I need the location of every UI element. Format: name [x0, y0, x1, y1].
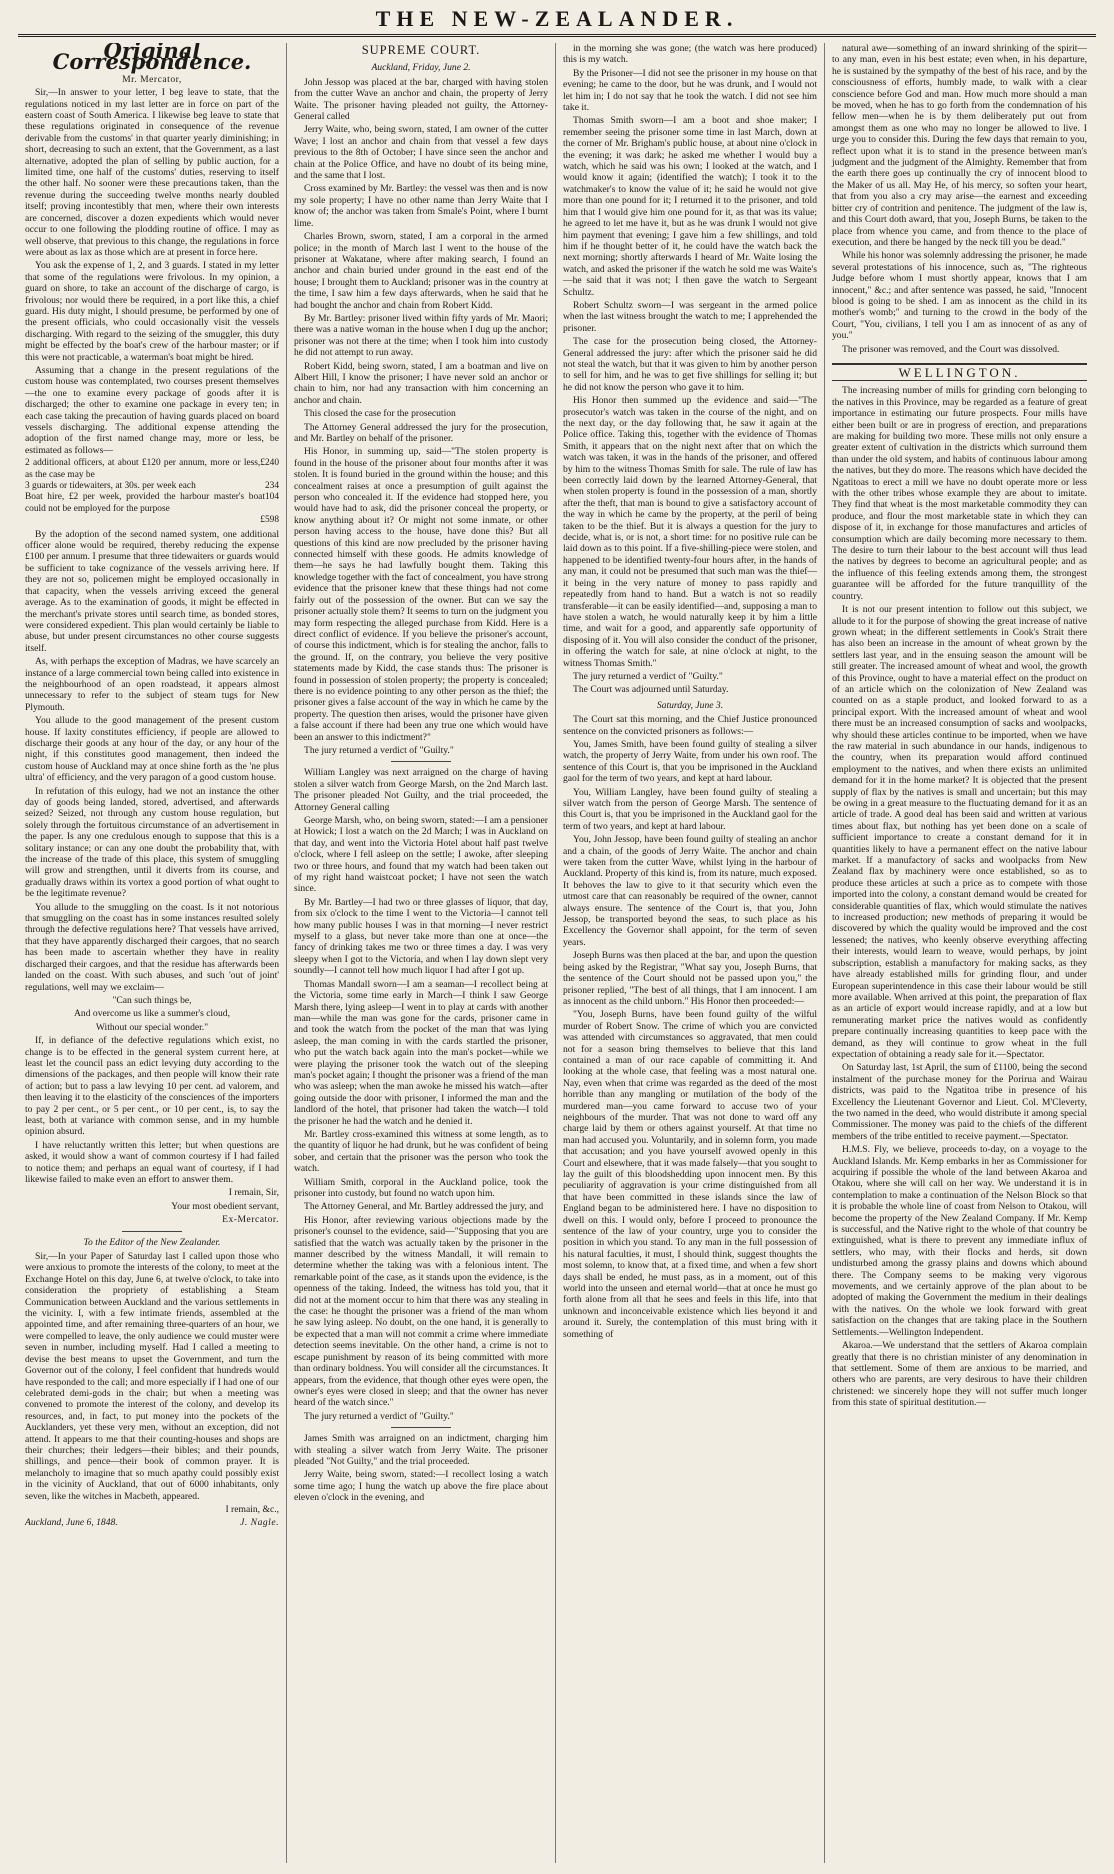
paragraph: Sir,—In answer to your letter, I beg leave to state, that the regulations noticed in my last letter are in force on part of the eastern coast of South America. I likewise beg leave to state that these regulations originated in consequence of the revenue derivable from the customs' in that quarter yearly diminishing; in short, decreasing to such an extent, that the Government, as a last alternative, adopted the plan of selling by public auction, for a limited time, one half of the customs' duties, reserving to itself the other half. No sooner were these precautions taken, than the revenue during the succeeding twelve months nearly doubled itself; proving incontestibly that men, where their own interests are concerned, discover a dozen expedients which would never occur to one following the plodding routine of office. I may as well observe, that previous to this change, the regulations in force were about as lax as those which are at present in force here. — [25, 87, 279, 258]
paragraph: By the Prisoner—I did not see the prisoner in my house on that evening; he came to the door, but he was drunk, and I would not let him in; I do not say that he took the watch. I did not see him take it. — [563, 67, 817, 114]
paragraph: His Honor, in summing up, said—"The stolen property is found in the house of the prisoner about four months after it was stolen. It is found buried in the ground within the house; and this concealment raises at once a presumption of guilt against the person who concealed it. If the evidence had stopped here, you would have had to ask, did the prisoner conceal the property, or know anything about it? Or might not some inmate, or other person having access to the house, have done this? But all questions of this kind are now precluded by the prisoner having connected himself with these goods. He admits knowledge of them—he says he had lawfully bought them. Taking this knowledge together with the fact of concealment, you have strong evidence that the prisoner knew that these things had not come fairly out of the possession of the owner. But can we say the prisoner actually stole them? It seems to turn on the judgment you may form respecting the alleged purchase from Kidd. Here is a direct conflict of evidence. If you believe the prisoner's account, of course this indictment, which is for stealing the anchor, falls to the ground. If, on the contrary, you believe the very positive statements made by Kidd, the case stands thus: The prisoner is found in possession of stolen property; the property is concealed; there is no evidence pointing to any other person as the thief; the prisoner gives a false account of the way in which he came by the property. The question then arises, would the prisoner have given a false account if there had been any true one which would have been an answer to this indictment?" — [294, 446, 548, 743]
divider — [122, 1231, 182, 1232]
paragraph: You ask the expense of 1, 2, and 3 guards. I stated in my letter that some of the regulations were frivolous. In my opinion, a guard on shore, to take an account of the discharge of cargo, is frivolous; nor would there be required, in a port like this, a chief guard. His duty might, I should presume, be performed by one of the present officials, who could occasionally visit the vessels discharging. With regard to the seizing of the smuggler, this duty might be effected by the boat's crew of the harbour master; or if this were not practicable, a waterman's boat might be hired. — [25, 260, 279, 363]
paragraph: You allude to the smuggling on the coast. Is it not notorious that smuggling on the coast has in some instances resulted solely through the defective regulations here? That vessels have arrived, that they have apparently discharged their cargoes, that no search has been made to ascertain whether they have in reality discharged their cargoes, and that the residue has afterwards been landed on the coast. With such abuses, and such 'out of joint' regulations, well may we exclaim— — [25, 901, 279, 993]
paragraph: The increasing number of mills for grinding corn belonging to the natives in this Province, may be regarded as a feature of great importance in estimating our future prospects. Four mills have either been built or are in progress of erection, and preparations are making for building two more. These mills not only ensure a greater extent of cultivation in the districts which surround them than under the old system, and habits of continuous labour among the natives, but they do more. The reasons which have decided the Ngatitoas to erect a mill we have no doubt operate more or less with the other tribes whose example they are about to imitate. They find that wheat is the most marketable commodity they can produce, and flour the most marketable state in which they can dispose of it, in exchange for those manufactures and articles of consumption which are daily becoming more necessary to them. The desire to turn their labour to the best account will thus lead the natives by degrees to become an agricultural people; and as the influence of this feeling extends among them, the strongest guarantee will be afforded for the future tranquillity of the country. — [832, 385, 1087, 602]
letter-signoff — [25, 1517, 279, 1528]
expense-row: 3 guards or tidewaiters, at 30s. per week each 234 — [25, 481, 279, 492]
paragraph: The jury returned a verdict of "Guilty." — [304, 1410, 454, 1422]
paragraph: By the adoption of the second named system, one additional officer alone would be required, thereby reducing the expense £100 per annum. I presume that three tidewaiters or guards would be sufficient to take cognizance of the vessels arriving here. If they are not so, policemen might be employed occasionally in that capacity, when the vessels arriving exceed the general average. As to the examination of goods, it might be effected in the merchant's private stores until search time, as bonded stores, were considered expedient. This plan would certainly be liable to abuse, but under present circumstances no other course suggests itself. — [25, 528, 279, 654]
paragraph: The Attorney General, and Mr. Bartley addressed the jury, and — [304, 1201, 544, 1213]
column-4 — [825, 43, 1094, 1863]
expense-row: 2 additional officers, at about £120 per annum, more or less, as the case may be £240 — [25, 458, 279, 480]
closing-line: I remain, &c., — [225, 1503, 279, 1515]
paragraph: By Mr. Bartley—I had two or three glasses of liquor, that day, from six o'clock to the time I went to the Victoria—I cannot tell how many public houses I was in that morning—I never restrict myself to a glass, but never take more than one at once—the fancy of drinking takes me two or three times a day. I was very sleepy when I got to the Victoria, and when I lay down slept very soundly—I cannot tell how much liquor I had after I got up. — [294, 896, 548, 977]
salutation: Mr. Mercator, — [122, 73, 182, 85]
paragraph: As, with perhaps the exception of Madras, we have scarcely an instance of a large commercial town being called into existence in the neighbourhood of an open roadstead, it appears almost unnecessary to refer to the subject of steam tugs for New Plymouth. — [25, 656, 279, 713]
paragraph: Jerry Waite, being sworn, stated:—I recollect losing a watch some time ago; I hung the watch up above the fire place about eleven o'clock in the evening, and — [294, 1469, 548, 1504]
paragraph: The jury returned a verdict of "Guilty." — [573, 670, 723, 682]
paragraph: Thomas Mandall sworn—I am a seaman—I recollect being at the Victoria, some time early in March—I think I saw George Marsh there, lying asleep—I went in to play at cards with another man—while the man was gone for the cards, prisoner came in and took the watch from the pocket of the man that was lying asleep, the man coming in with the cards startled the prisoner, who put the watch back again into the man's pocket—while we were playing the prisoner took the watch out of the sleeping man's pocket again; I thought the prisoner was a friend of the man who was asleep; when the man awoke he missed his watch—after going outside the door with prisoner, I informed the man and the landlord of the hotel, that prisoner had taken the watch—I told the prisoner he had the watch and he denied it. — [294, 978, 548, 1127]
masthead: THE NEW-ZEALANDER. — [375, 6, 739, 31]
expense-row: Boat hire, £2 per week, provided the harbour master's boat could not be employed for the purpose 104 — [25, 492, 279, 514]
paragraph: I have reluctantly written this letter; but when questions are asked, it would show a want of common courtesy if I had failed to notice them; and perhaps an equal want of courtesy, if I had likewise failed to make even an effort to answer them. — [25, 1139, 279, 1185]
paragraph: The Attorney General addressed the jury for the prosecution, and Mr. Bartley on behalf of the prisoner. — [294, 421, 548, 444]
section-heading-supreme-court: SUPREME COURT. — [361, 43, 481, 57]
expense-table — [25, 458, 279, 526]
closing-line: Your most obedient servant, — [171, 1200, 279, 1212]
column-2 — [287, 43, 556, 1863]
paragraph: "You, Joseph Burns, have been found guilty of the wilful murder of Robert Snow. The crime of which you are convicted was attended with circumstances so aggravated, that men could not for a season bring themselves to believe that this land contained a man of our race capable of committing it. And looking at the whole case, that feeling was a most natural one. Nay, even when that crime was regarded as the deed of the most horrible than any mangling or mutilation of the body of the murdered man—you came forward to accuse two of your neighbours of the murder. That was not done to ward off any charge laid by them or others against yourself. At that time no man had accused you. Voluntarily, and in solemn form, you made that accusation; and you have yourself avowed openly in this Court and elsewhere, that it was made falsely—that you sought to lay the guilt of this bloodshedding upon innocent men. By this peculiarity of aggravation is your crime distinguished from all that have been committed in these islands since the law of England began to be administered here. I have no disposition to dwell on this. I would only, before I proceed to pronounce the sentence of the law of your country, urge you to consider the position in which you stand. To any man in the full possession of his natural faculties, it must, I should think, suggest thoughts the most solemn, to know that, at a fixed time, and when a few short days shall be ended, he must pass, as in a moment, out of this world into the unseen and eternal world—that at once he must go forth alone from all that he sees and feels in this life, into that unknown and inconceivable existence which lies beyond it and around it. Surely, the contemplation of this must bring with it something of — [563, 1009, 817, 1340]
closing-line: I remain, Sir, — [228, 1187, 279, 1199]
paragraph: You allude to the good management of the present custom house. If laxity constitutes efficiency, if people are allowed to discharge their goods at any hour of the day, or any hour of the night, if this constitutes good management, then indeed the custom house of Auckland may at once shine forth as the 'ne plus ultra' of efficiency, and the very paragon of a good custom house. — [25, 715, 279, 784]
paragraph: William Langley was next arraigned on the charge of having stolen a silver watch from George Marsh, on the 2nd March last. The prisoner pleaded Not Guilty, and the trial proceeded, the Attorney General calling — [294, 767, 548, 813]
paragraph: The case for the prosecution being closed, the Attorney-General addressed the jury: after which the prisoner said he did not steal the watch, but that it was given to him by another person to sell for him, and he was to get five shillings for selling it; but he did not know the person who gave it to him. — [563, 336, 817, 393]
signature: Ex-Mercator. — [222, 1214, 279, 1226]
place-date: Auckland, June 6, 1848. — [25, 1517, 118, 1529]
paragraph: You, John Jessop, have been found guilty of stealing an anchor and a chain, of the goods of Jerry Waite. The anchor and chain were taken from the cutter Wave, whilst lying in the harbour of Auckland. Property of this kind is, from its nature, much exposed. It behoves the law to give to it that security which even the utmost care that can reasonably be required of the owner, cannot always ensure. The sentence of the Court is, that you, John Jessop, be transported beyond the seas, to such place as his Excellency the Governor shall appoint, for the term of seven years. — [563, 834, 817, 948]
paragraph: natural awe—something of an inward shrinking of the spirit—to any man, even in his best estate; even when, in his departure, he is sustained by the sympathy of the best of his race, and by the consciousness of efforts, humbly made, to walk with a clear conscience before God and man. How much more should a man be moved, when he has to go forth from the condemnation of his fellow men—when he is by them deliberately put out from amongst them as one who may no longer be allowed to live. I urge you to consider this. During the few days that remain to you, reflect upon what it is to stand in the presence between man's judgment and the judgment of the Almighty. Remember that from the earth there goes up continually the cry of innocent blood to the Maker of us all. May He, of his mercy, so soften your heart, that from you also a cry may arise—the earnest and exceeding bitter cry of contrition and penitence. The judgment of the law is, and this Court doth award, that you, Joseph Burns, be taken to the place from whence you came, and from thence to the place of execution, and there be hanged by the neck till you be dead." — [832, 43, 1087, 248]
paragraph: Sir,—In your Paper of Saturday last I called upon those who were anxious to promote the interests of the colony, to meet at the Exchange Hotel on this day, June 6, at twelve o'clock, to take into consideration the propriety of establishing a Steam Communication between Auckland and the various settlements in the vicinity. I, with a few intimate friends, assembled at the appointed time, and after remaining three-quarters of an hour, we were compelled to leave, the only audience we could muster were seven in number, including myself. Had I called a meeting to devise the best means to upset the Government, and turn the Governor out of the colony, I feel confident that hundreds would have responded to the call; and more especially if I had one of our celebrated demi-gods in the chair; but when a meeting was convened to promote the interest of the colony, and develop its resources, and, in fact, to put money into the pockets of the Aucklanders, yet these very men, without an exception, did not attend. It appears to me that their counting-houses and shops are their churches; their ledgers—their bibles; and their pounds, shillings, and pence—their book of common prayer. It is melancholy to imagine that so much apathy could possibly exist in the vicinity of Auckland, that out of 6000 inhabitants, only seven, like the witches in Macbeth, appeared. — [25, 1251, 279, 1502]
paragraph: John Jessop was placed at the bar, charged with having stolen from the cutter Wave an anchor and chain, the property of Jerry Waite. The prisoner having pleaded not guilty, the Attorney-General called — [294, 76, 548, 123]
paragraph: This closed the case for the prosecution — [304, 408, 456, 420]
paragraph: Assuming that a change in the present regulations of the custom house was contemplated, two courses present themselves—the one to examine every package of goods after it is discharged; the other to examine one package in every ten; in each case taking the precaution of having guards placed on board vessels discharging. The additional expense attending the adoption of the first named change may, more or less, be estimated as follows— — [25, 364, 279, 456]
paragraph: Mr. Bartley cross-examined this witness at some length, as to the quantity of liquor he had drunk, but he was confident of being sober, and certain that the prisoner was the person who took the watch. — [294, 1128, 548, 1175]
paragraph: Robert Kidd, being sworn, stated, I am a boatman and live on Albert Hill, I know the prisoner; I have never sold an anchor or chain to him, nor had any transaction with him concerning an anchor and chain. — [294, 360, 548, 406]
column-1 — [18, 43, 287, 1863]
paragraph: His Honor, after reviewing various objections made by the prisoner's counsel to the evidence, said—"Supposing that you are satisfied that the watch was actually taken by the prisoner in the manner described by the witness Mandall, it will remain to determine whether the taking was with a felonious intent. The remarkable point of the case, as it stands upon the evidence, is the openness of the taking. Indeed, the witness has told you, that it did not at the moment occur to him that there was any stealing in the case: he thought the prisoner was a friend of the man whom he saw lying asleep. No doubt, on the one hand, it is generally to be expected that a man will not commit a crime where immediate detection seems inevitable. On the other hand, a crime is not to escape punishment by reason of its being committed with more than ordinary boldness. You will consider all the circumstances. It appears, from the evidence, that though other eyes were open, the owner's eyes were closed in sleep; and that the owner has never heard of the watch since." — [294, 1214, 548, 1409]
dateline: Saturday, June 3. — [656, 699, 724, 711]
masthead-rule — [18, 34, 1096, 37]
paragraph: You, William Langley, have been found guilty of stealing a silver watch from the person of George Marsh. The sentence of this Court is, that you be imprisoned in the Auckland gaol for the term of two years, and kept at hard labour. — [563, 786, 817, 832]
paragraph: You, James Smith, have been found guilty of stealing a silver watch, the property of Jerry Waite, from under his own roof. The sentence of this Court is, that you be imprisoned in the Auckland gaol for the term of two years, and kept at hard labour. — [563, 738, 817, 785]
section-heading-correspondence: Original Correspondence. — [52, 43, 252, 75]
paragraph: Jerry Waite, who, being sworn, stated, I am owner of the cutter Wave; I lost an anchor and chain from that vessel a few days previous to the 8th of October; I have since seen the anchor and chain at the Police Office, and have no doubt of its being mine, and the same that I lost. — [294, 124, 548, 182]
letter-heading: To the Editor of the New Zealander. — [83, 1236, 221, 1248]
verse-line: "Can such things be, — [112, 994, 192, 1006]
paragraph: The Court was adjourned until Saturday. — [573, 684, 729, 696]
paragraph: His Honor then summed up the evidence and said—"The prosecutor's watch was taken in the course of the night, and on the next day, or the day following that, he saw it again at the Police office. Taking this, together with the evidence of Thomas Smith, it appears that on the night next after that on which the watch was taken, it was in the hands of the prisoner, and offered by him to the witness Thomas Smith for sale. The rule of law has been correctly laid down by the learned Attorney-General, that when stolen property is found in the possession of a man, shortly after the theft, that man is bound to give a satisfactory account of the way in which he came by the property, at the peril of being taken to be the thief. But it is always a question for the jury to decide, what is, or is not, a short time: for no positive rule can be laid down as to this point. If a five-shilling-piece were stolen, and happened to be identified twenty-four hours after, in the hands of any man, it could not be presumed that such man was the thief—it being in the very nature of money to pass rapidly and repeatedly from hand to hand. But a watch is not so readily transferable—it can be easily identified—and, supposing a man to have stolen a watch, he would naturally keep it by him a little time, and wait for a good, and apparently safe opportunity of disposing of it. You will also consider the conduct of the prisoner, in offering the watch for sale, at nine o'clock at night, to the witness Thomas Smith." — [563, 395, 817, 669]
paragraph: James Smith was arraigned on an indictment, charging him with stealing a silver watch from Jerry Waite. The prisoner pleaded "Not Guilty," and the trial proceeded. — [294, 1433, 548, 1467]
paragraph: George Marsh, who, on being sworn, stated:—I am a pensioner at Howick; I lost a watch on the 2d March; I was in Auckland on that day, and went into the Victoria Hotel about half past twelve o'clock, where I fell asleep on the settle; I awoke, after sleeping two or three hours, and found that my watch had been taken out of my right hand waistcoat pocket; I have not seen the watch since. — [294, 815, 548, 895]
paragraph: Joseph Burns was then placed at the bar, and upon the question being asked by the Registrar, "What say you, Joseph Burns, that the sentence of the Court should not be passed upon you," the prisoner replied, "The best of all things, that I am innocent. I am as innocent as the child unborn." His Honor then proceeded:— — [563, 950, 817, 1007]
paragraph: William Smith, corporal in the Auckland police, took the prisoner into custody, but found no watch upon him. — [294, 1176, 548, 1199]
paragraph: The jury returned a verdict of "Guilty." — [304, 744, 454, 756]
paragraph: Cross examined by Mr. Bartley: the vessel was then and is now my sole property; I have no other name than Jerry Waite that I know of; the anchor was taken from Smale's Point, where I burnt lime. — [294, 183, 548, 229]
paragraph: Robert Schultz sworn—I was sergeant in the armed police when the last witness brought the watch to me; I apprehended the prisoner. — [563, 299, 817, 334]
dateline: Auckland, Friday, June 2. — [371, 62, 471, 74]
paragraph: Akaroa.—We understand that the settlers of Akaroa complain greatly that there is no christian minister of any denomination in that settlement. Some of them are anxious to be married, and others who are parents, are very desirous to have their children christened: we sincerely hope they will not suffer much longer from this state of spiritual destitution.— — [832, 1340, 1087, 1409]
paragraph: By Mr. Bartley: prisoner lived within fifty yards of Mr. Maori; there was a native woman in the house when I dug up the anchor; prisoner was not there at the time; when I took him into custody he did not attempt to run away. — [294, 312, 548, 359]
paragraph: H.M.S. Fly, we believe, proceeds to-day, on a voyage to the Auckland Islands. Mr. Kemp embarks in her as Commissioner for acquiring if possible the whole of the land between Akaroa and Otakou, where she will call on her way. We understand it is in contemplation to make a continuation of the Nelson Block so that it is probable the whole line of coast from Nelson to Otakou, will become the property of the New Zealand Company. If Mr. Kemp is successful, and the Native right to the whole of that country be extinguished, what is there to prevent any immediate influx of settlers, who may, with their flocks and herds, sit down undisturbed among the grassy plains and downs which abound there. The Company seems to be making very vigorous movements, and we certainly approve of the plan about to be adopted of making the Government the medium in their dealings with the natives. On the whole we look forward with great satisfaction on the changes that are taking place in the Southern Settlements.—Wellington Independent. — [832, 1144, 1087, 1338]
column-3 — [556, 43, 825, 1863]
verse-line: And overcome us like a summer's cloud, — [74, 1008, 230, 1020]
section-heading-wellington: WELLINGTON. — [832, 363, 1087, 381]
paragraph: On Saturday last, 1st April, the sum of £1100, being the second instalment of the purchase money for the Porirua and Wairau districts, was paid to the Ngatitoa tribe in presence of his Excellency the Lieutenant Governor and Lieut. Col. M'Cleverty, the two named in the deed, who would distribute it among special Commissioner. The money was paid to the chiefs of the different members of the tribe entitled to receive payment.—Spectator. — [832, 1062, 1087, 1142]
divider — [391, 761, 451, 762]
paragraph: The prisoner was removed, and the Court was dissolved. — [842, 343, 1060, 355]
verse-line: Without our special wonder." — [95, 1021, 209, 1033]
paragraph: If, in defiance of the defective regulations which exist, no change is to be effected in the general system current here, at least let the council pass an edict levying duty according to the dimensions of the packages, and then people will know their rate of action; but to pass a law levying 10 per cent. ad valorem, and then leaving it to the elasticity of the consciences of the importers to pay 2 per cent., or 5 per cent., or 10 per cent., is, to say the least, both at variance with common sense, and in my humble opinion absurd. — [25, 1035, 279, 1138]
paragraph: Thomas Smith sworn—I am a boot and shoe maker; I remember seeing the prisoner some time in last March, down at the corner of Mr. Brigham's public house, at about nine o'clock in the evening; it was dark; he asked me whether I would buy a watch, which he said was his own; I looked at the watch, and I would know it again; (identified the watch); I took it to the watchmaker's to know the value of it; he said he would not give more than one pound for it; I returned it to the prisoner, and told him that I would give him one pound for it, as that was its value; he agreed to let me have it, but as he was drunk I would not give him payment that evening; I gave him a few shillings, and told him if he thought better of it, he could have the watch back the next morning; shortly afterwards I heard of Mr. Waite losing the watch, and asked the prisoner if the watch he sold me was Waite's—he said that it was not; I then gave the watch to Sergeant Schultz. — [563, 115, 817, 298]
paragraph: In refutation of this eulogy, had we not an instance the other day of goods being landed, stored, advertised, and afterwards seized? Seized, not through any custom house regulation, but solely through the fortuitous circumstance of an advertisement in the paper. Is any one credulous enough to suppose that this is a solitary instance; or can any one doubt the probability that, with the increase of the trade of this place, this system of smuggling will grow and strengthen, until it diverts from its course, and gradually draws within its vortex a good portion of what ought to be the legitimate revenue? — [25, 785, 279, 900]
expense-total: £598 — [260, 515, 279, 526]
columns — [18, 43, 1096, 1863]
paragraph: While his honor was solemnly addressing the prisoner, he made several protestations of his innocence, such as, "The righteous Judge before whom I must shortly appear, knows that I am innocent," &c.; and after sentence was passed, he said, "Innocent blood is going to be shed. I am as innocent as the child in its mother's womb;" and turning to the crowd in the body of the Court, "You, civilians, I tell you I am as innocent of as any of you." — [832, 250, 1087, 342]
paragraph: It is not our present intention to follow out this subject, we allude to it for the purpose of showing the great increase of native grown wheat; in the different settlements in Cook's Strait there has also been an increase in the amount of wheat grown by the settlers last year, and in the ensuing season the amount will be still greater. The increased amount of wheat and wool, the growth of this Province, ought to have a material effect on the product on of an article which on the colonization of New Zealand was counted on as a staple product, and looked forward to as a principal export. With the increased amount of wheat and wool there must be an increased consumption of sacks and woolpacks, why should these articles continue to be imported, when we have the raw material in such abundance in our hands, indigenous to the country, when its preparation would afford continued employment to the natives, and when there exists an unlimited demand for it in the home market? It is objected that the present supply of flax by the natives is small and uncertain; but this may be owing in a great measure to the fluctuating demand for it as an article of trade. A good deal has been said and written at various times about flax, but nothing has yet been done on a scale of sufficient importance to create a constant demand for it in quantities likely to have a permanent effect on the native labour market. If a manufactory of sacks and woolpacks from New Zealand flax by machinery were once established, so as to produce these articles at such a price as to compete with those imported into the colony, a constant demand would be created for considerable quantities of flax, which would stimulate the natives to increased production; new methods of preparing it would be discovered by which the quality would be improved and the cost lessened; the natives, who keenly observe everything affecting their interests, would learn to weave, would perhaps, by joint subscription, establish a manufactory for making sacks, as they have already established mills for grinding flour, and under European superintendence in this case their labour would be still more available. When arrived at this point, the preparation of flax as an article of export would increase rapidly, and at a low but remunerating market price the natives would as confidently prepare continually increasing quantities to keep pace with the demand, as they will continue to grow wheat in the full expectation of obtaining a ready sale for it.—Spectator. — [832, 604, 1087, 1060]
signature: J. Nagle. — [240, 1517, 279, 1529]
divider — [391, 1427, 451, 1428]
paragraph: The Court sat this morning, and the Chief Justice pronounced sentence on the convicted prisoners as follows:— — [563, 714, 817, 737]
paragraph: Charles Brown, sworn, stated, I am a corporal in the armed police; in the month of March last I went to the house of the prisoner at Wakatane, where after making search, I found an anchor and chain buried under ground in the east end of the house; I brought them to Auckland; prisoner was in the country at the time, I saw him a few days afterwards, when he said that he had bought the anchor and chain from Robert Kidd. — [294, 231, 548, 311]
paragraph: in the morning she was gone; (the watch was here produced) this is my watch. — [563, 43, 817, 66]
